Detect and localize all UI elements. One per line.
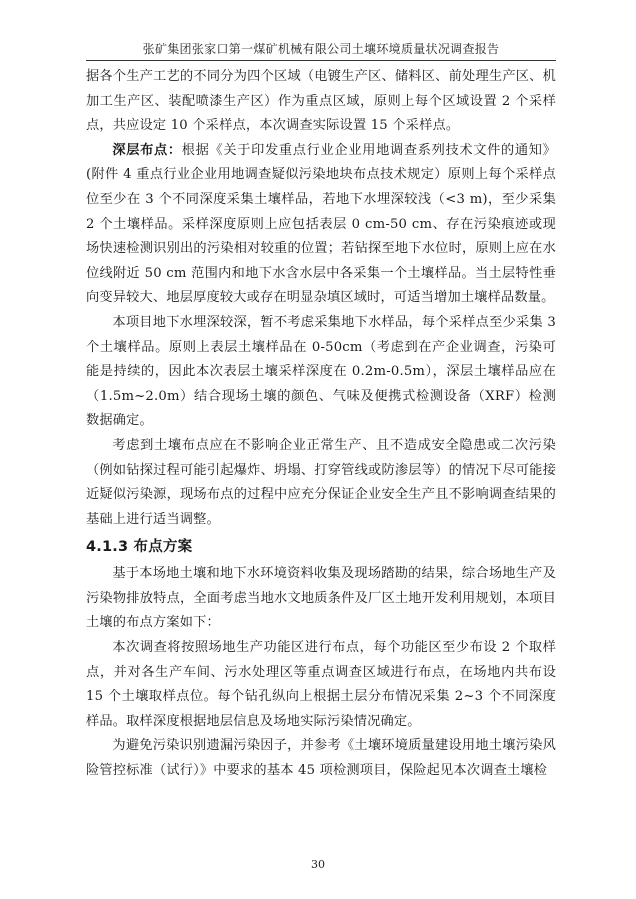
paragraph-groundwater: 本项目地下水埋深较深，暂不考虑采集地下水样品，每个采样点至少采集 3 个土壤样品。原则上表层土壤样品在 0-50cm（考虑到在产企业调查，污染可能是持续的，因此本次表层土壤采样深度在 0.2m-0.5m），深层土壤样品应在（1.5m~2.0m）结合现场土壤的颜色、气味及便携式检测设备（XRF）检测数据确定。: [86, 314, 556, 429]
paragraph-deep-sampling: [86, 139, 556, 311]
header-divider: [86, 60, 556, 61]
deep-sampling-body: 根据《关于印发重点行业企业用地调查系列技术文件的通知》(附件 4 重点行业企业用地调查疑似污染地块布点技术规定）原则上每个采样点位至少在 3 个不同深度采集土壤样品，若地下水埋深较浅（<3 m)，至少采集 2 个土壤样品。采样深度原则上应包括表层 0 cm-50 cm、存在污染痕迹或现场快速检测识别出的污染相对较重的位置；若钻探至地下水位时，原则上应在水位线附近 50 cm 范围内和地下水含水层中各采集一个土壤样品。当土层特性垂向变异较大、地层厚度较大或存在明显杂填区域时，可适当增加土壤样品数量。: [86, 142, 556, 306]
page-number: 30: [311, 858, 325, 871]
section-heading: 4.1.3 布点方案: [86, 539, 193, 556]
paragraph-basis: 基于本场地土壤和地下水环境资料收集及现场踏勘的结果，综合场地生产及污染物排放特点，全面考虑当地水文地质条件及厂区土地开发利用规划，本项目土壤的布点方案如下：: [86, 566, 556, 631]
document-body: [86, 65, 556, 784]
paragraph-safety: 考虑到土壤布点应在不影响企业正常生产、且不造成安全隐患或二次污染（例如钻探过程可能引起爆炸、坍塌、打穿管线或防渗层等）的情况下尽可能接近疑似污染源，现场布点的过程中应充分保证企业安全生产且不影响调查结果的基础上进行适当调整。: [86, 437, 556, 527]
paragraph-testing: 为避免污染识别遗漏污染因子，并参考《土壤环境质量建设用地土壤污染风险管控标准（试行）》中要求的基本 45 项检测项目，保险起见本次调查土壤检: [86, 738, 556, 779]
paragraph-regions: 据各个生产工艺的不同分为四个区域（电镀生产区、储料区、前处理生产区、机加工生产区、装配喷漆生产区）作为重点区域，原则上每个区域设置 2 个采样点，共应设定 10 个采样点，本次调查实际设置 15 个采样点。: [86, 69, 556, 134]
deep-sampling-lead: 深层布点：: [112, 142, 182, 158]
paragraph-layout: 本次调查将按照场地生产功能区进行布点，每个功能区至少布设 2 个取样点，并对各生产车间、污水处理区等重点调查区域进行布点，在场地内共布设 15 个土壤取样点位。每个钻孔纵向上根据土层分布情况采集 2~3 个不同深度样品。取样深度根据地层信息及场地实际污染情况确定。: [86, 640, 556, 729]
page-header-title: 张矿集团张家口第一煤矿机械有限公司土壤环境质量状况调查报告: [142, 42, 500, 56]
